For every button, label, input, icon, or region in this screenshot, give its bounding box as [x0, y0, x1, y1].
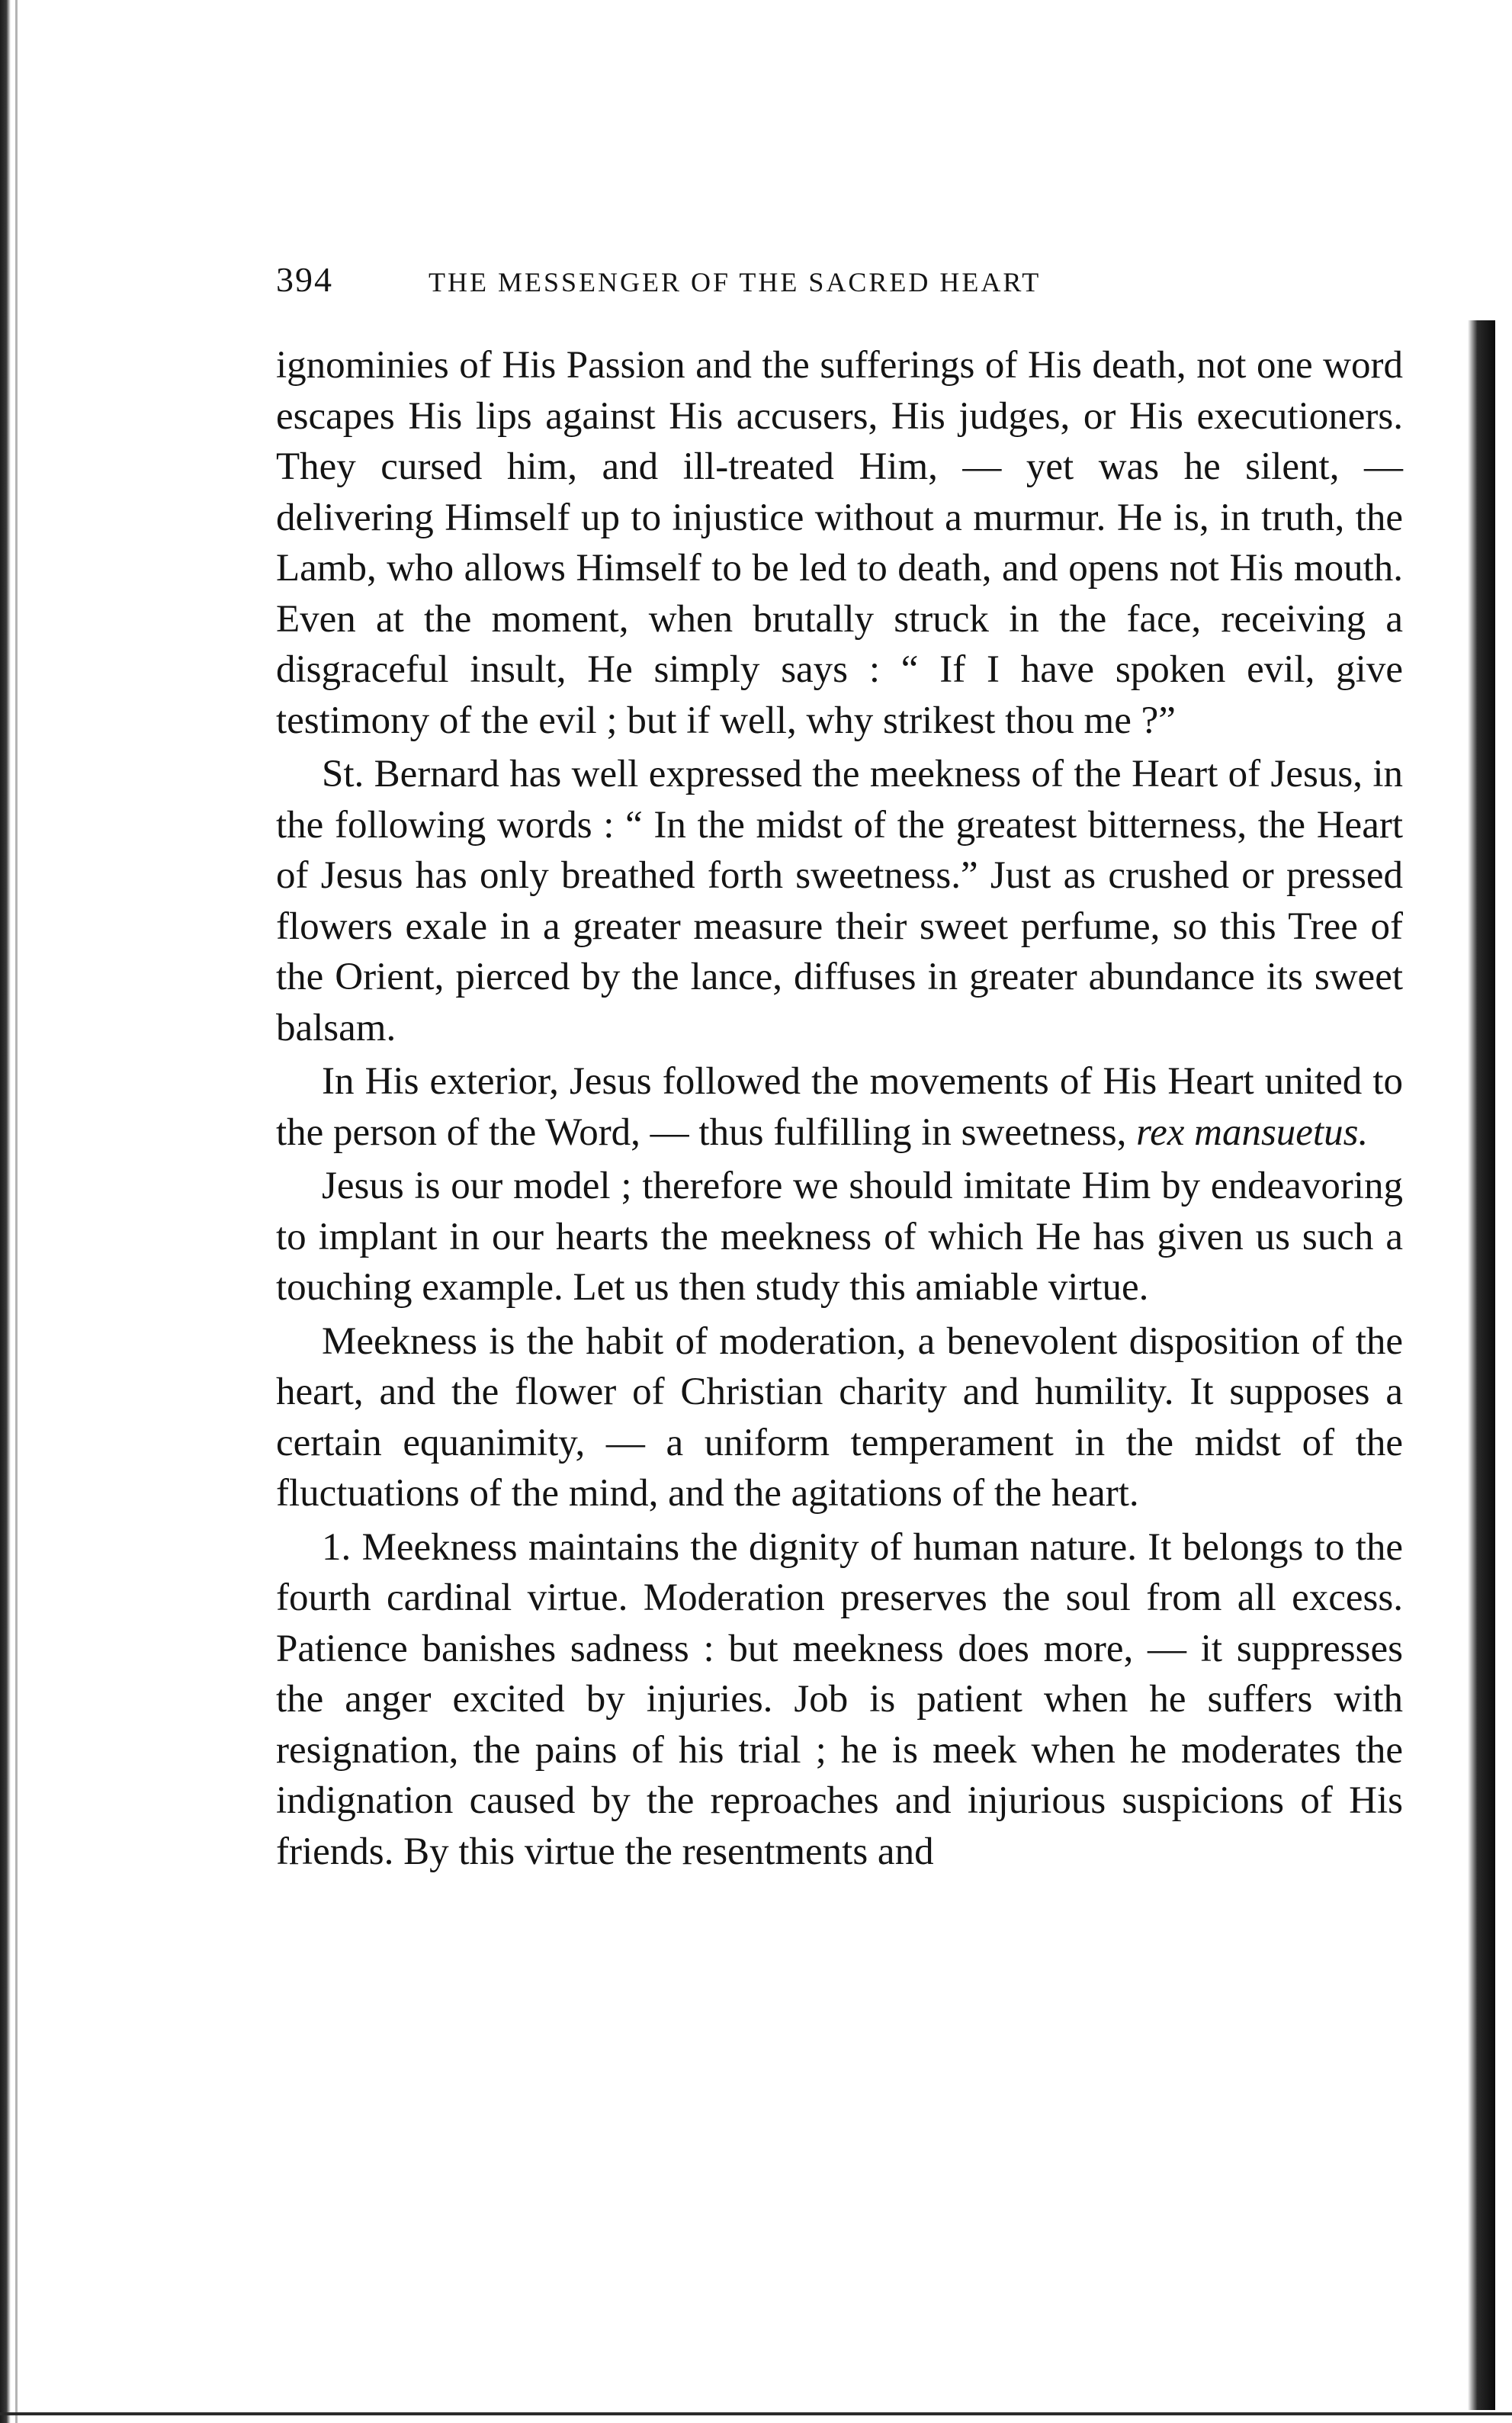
- paragraph-4: Jesus is our model ; therefore we should imitate Him by endeavoring to implant in our hearts the meekness of which He has given us such a touching example. Let us then study this amiable virtue.: [276, 1165, 1403, 1309]
- paragraph-3-italic: rex mansuetus.: [1136, 1110, 1369, 1154]
- paragraph-2: St. Bernard has well expressed the meekness of the Heart of Jesus, in the following words : “ In the midst of the greatest bitterness, the Heart of Jesus has only breathed forth sweetness.” Just as crushed or pressed flowers exale in a greater measure their sweet perfume, so this Tree of the Orient, pierced by the lance, diffuses in greater abundance its sweet balsam.: [276, 753, 1403, 1049]
- paragraph-6: 1. Meekness maintains the dignity of human nature. It belongs to the fourth cardinal virtue. Moderation preserves the soul from all excess. Patience banishes sadness : but meekness does more, — it suppresses the anger excited by injuries. Job is patient when he suffers with resignation, the pains of his trial ; he is meek when he moderates the indignation caused by the reproaches and injurious suspicions of His friends. By this virtue the resentments and: [276, 1525, 1403, 1873]
- paragraph-5: Meekness is the habit of moderation, a benevolent disposition of the heart, and the flower of Christian charity and humility. It supposes a certain equanimity, — a uniform temperament in the midst of the fluctuations of the mind, and the agitations of the heart.: [276, 1319, 1403, 1515]
- paragraph-1: ignominies of His Passion and the sufferings of His death, not one word escapes His lips against His accusers, His judges, or His executioners. They cursed him, and ill-treated Him, — yet was he silent, — delivering Himself up to injustice without a murmur. He is, in truth, the Lamb, who allows Himself to be led to death, and opens not His mouth. Even at the moment, when brutally struck in the face, receiving a disgraceful insult, He simply says : “ If I have spoken evil, give testimony of the evil ; but if well, why strikest thou me ?”: [276, 344, 1403, 742]
- scan-left-line: [15, 0, 18, 2423]
- paragraph-3: [276, 1056, 1403, 1158]
- paragraph-3-text: In His exterior, Jesus followed the movements of His Heart united to the person of the Word, — thus fulfilling in sweetness,: [276, 1060, 1403, 1154]
- running-head: [276, 259, 1403, 313]
- running-title: THE MESSENGER OF THE SACRED HEART: [429, 267, 1042, 297]
- page-number: 394: [276, 260, 333, 299]
- scan-bottom-edge: [0, 2412, 1512, 2415]
- scan-left-edge: [0, 0, 11, 2423]
- scan-right-edge: [1468, 320, 1495, 2410]
- book-page: [276, 259, 1403, 1880]
